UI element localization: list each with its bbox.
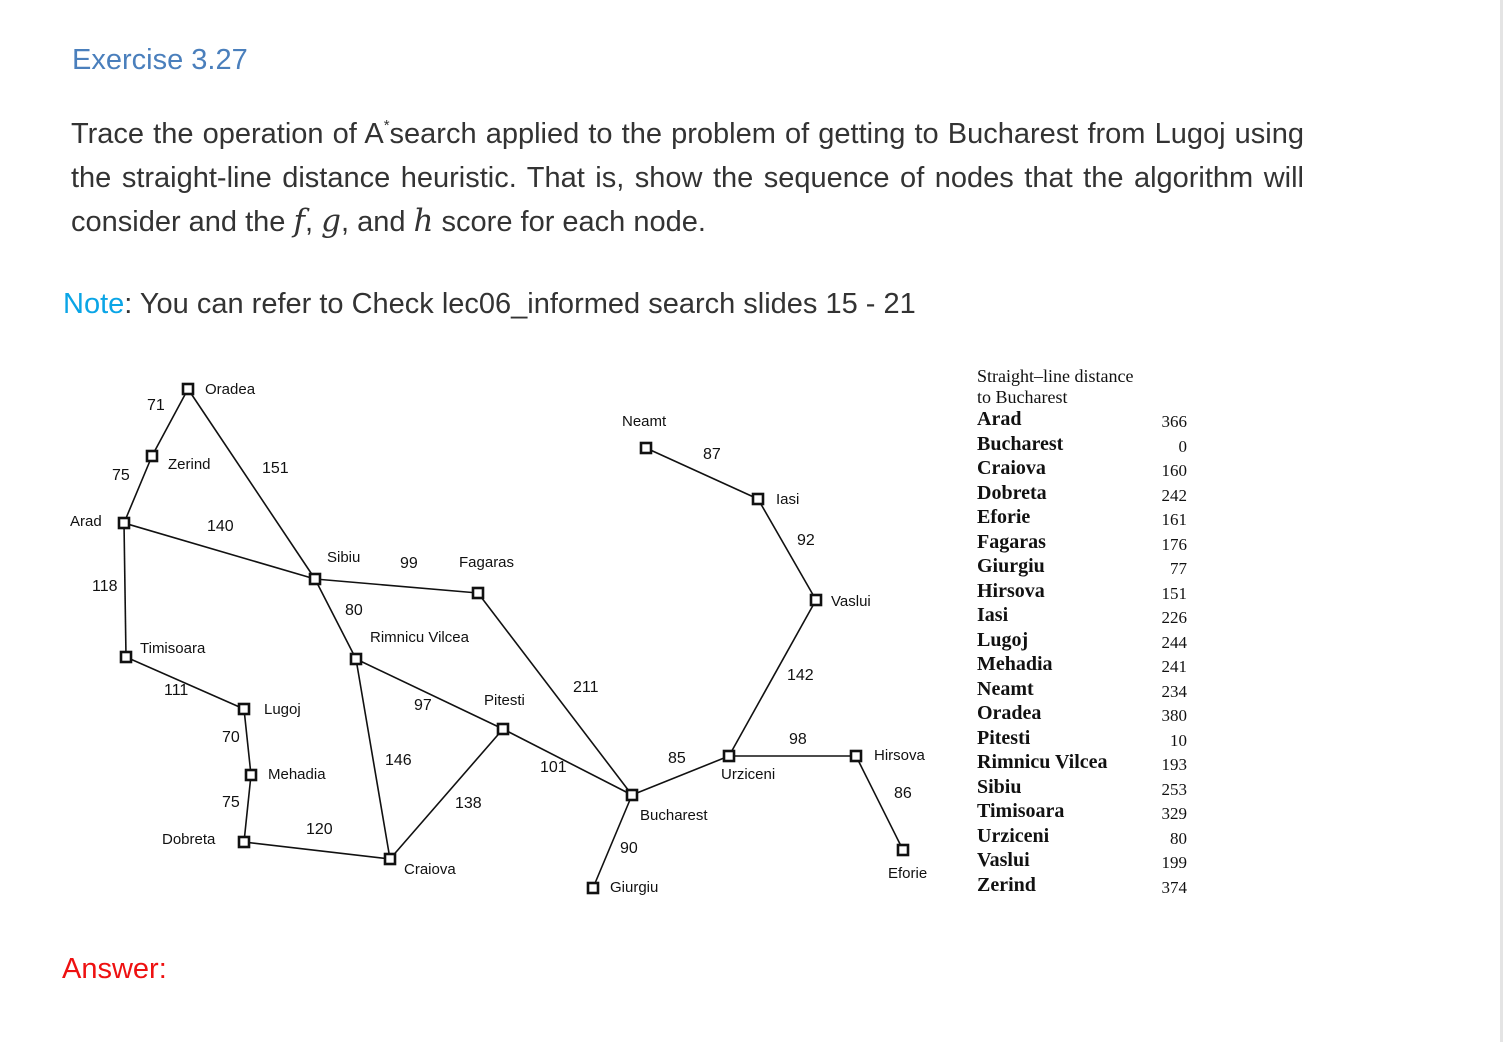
dist-urziceni-vaslui: 142 [787,667,814,684]
label-lugoj: Lugoj [264,701,301,718]
sld-row-pitesti [977,727,1187,751]
node-lugoj [239,704,249,714]
node-giurgiu [588,883,598,893]
dist-arad-timisoara: 118 [92,578,118,595]
sld-row-dobreta [977,482,1187,506]
dist-arad-sibiu: 140 [207,518,234,535]
dist-fagaras-bucharest: 211 [573,679,599,696]
dist-hirsova-eforie: 86 [894,785,912,802]
label-neamt: Neamt [622,413,667,430]
sld-row-lugoj [977,629,1187,653]
math-var-f: f [293,203,305,239]
problem-text-2: search applied to the problem of getting to Bucharest from Lugoj using the straight-line distance heuristic. That is, show the sequence of nodes that the algorithm will consider and the [71,118,1304,238]
label-arad: Arad [70,513,102,530]
sld-row-vaslui [977,849,1187,873]
label-craiova: Craiova [404,861,456,878]
road-dobreta-craiova [244,842,390,859]
sld-value: 374 [1161,877,1187,897]
sld-value: 242 [1161,485,1187,505]
road-pitesti-bucharest [503,729,632,795]
node-eforie [898,845,908,855]
a-star-superscript: * [383,117,390,134]
node-iasi [753,494,763,504]
dist-dobreta-craiova: 120 [306,821,333,838]
sld-city: Fagaras [977,530,1046,553]
sld-city: Hirsova [977,579,1045,602]
node-oradea [183,384,193,394]
dist-urziceni-hirsova: 98 [789,731,807,748]
sld-row-zerind [977,874,1187,898]
sld-value: 366 [1161,412,1187,431]
label-pitesti: Pitesti [484,692,525,709]
node-fagaras [473,588,483,598]
sld-value: 176 [1161,534,1187,554]
dist-oradea-zerind: 71 [147,397,165,414]
math-var-g: g [321,203,341,239]
sld-row-iasi [977,604,1187,628]
label-eforie: Eforie [888,865,928,882]
dist-sibiu-fagaras: 99 [400,555,418,572]
label-zerind: Zerind [168,456,211,473]
dist-lugoj-mehadia: 70 [222,729,240,746]
road-mehadia-dobreta [244,775,251,842]
sld-city: Timisoara [977,800,1065,822]
node-urziceni [724,751,734,761]
sld-heading-line-2: to Bucharest [977,387,1068,407]
node-craiova [385,854,395,864]
sld-city: Bucharest [977,432,1064,455]
sld-value: 241 [1161,657,1187,676]
label-timisoara: Timisoara [140,640,206,657]
sld-city: Giurgiu [977,555,1045,577]
node-hirsova [851,751,861,761]
sld-row-fagaras [977,531,1187,555]
sld-city: Sibiu [977,775,1022,798]
label-dobreta: Dobreta [162,831,216,848]
label-vaslui: Vaslui [831,593,871,610]
dist-rimnicu-pitesti: 97 [414,697,432,714]
label-iasi: Iasi [776,491,800,508]
sld-value: 151 [1161,583,1187,603]
sld-row-eforie [977,506,1187,530]
note-text: : You can refer to Check lec06_informed search slides 15 - 21 [124,288,916,320]
dist-pitesti-bucharest: 101 [540,759,567,776]
node-mehadia [246,770,256,780]
sld-row-timisoara [977,800,1187,824]
sld-heading-line-1: Straight–line distance [977,366,1134,386]
sld-city: Pitesti [977,726,1031,749]
dist-vaslui-iasi: 92 [797,532,815,549]
dist-iasi-neamt: 87 [703,446,721,463]
dist-bucharest-urziceni: 85 [668,750,686,767]
dist-craiova-pitesti: 138 [455,795,482,812]
sld-row-rimnicu-vilcea [977,751,1187,775]
label-fagaras: Fagaras [459,554,515,571]
road-sibiu-fagaras [315,579,478,593]
sld-city: Vaslui [977,849,1030,871]
sld-city: Rimnicu Vilcea [977,751,1108,773]
sld-value: 234 [1161,681,1187,701]
road-iasi-neamt [646,448,758,499]
dist-oradea-sibiu: 151 [262,460,289,477]
label-bucharest: Bucharest [640,807,708,824]
sld-value: 0 [1178,436,1187,456]
node-pitesti [498,724,508,734]
sld-row-oradea [977,702,1187,726]
sld-city: Mehadia [977,653,1053,675]
label-mehadia: Mehadia [268,766,326,783]
node-arad [119,518,129,528]
label-hirsova: Hirsova [874,747,925,764]
sld-row-mehadia [977,653,1187,677]
sld-row-urziceni [977,825,1187,849]
exercise-title: Exercise 3.27 [72,44,248,76]
map-roads [124,389,903,888]
sld-city: Eforie [977,506,1031,528]
sld-row-craiova [977,457,1187,481]
note-label: Note [63,288,125,320]
dist-sibiu-rimnicu: 80 [345,602,363,619]
node-sibiu [310,574,320,584]
sld-value: 193 [1161,755,1187,774]
map-distance-labels [92,397,912,857]
sld-row-hirsova [977,580,1187,604]
node-bucharest [627,790,637,800]
sld-row-bucharest [977,433,1187,457]
problem-text-1: Trace the operation of A [71,118,384,150]
map-city-labels [70,381,927,896]
sld-city: Dobreta [977,481,1047,504]
sld-value: 253 [1161,779,1187,799]
sld-value: 244 [1161,632,1187,652]
sld-value: 329 [1161,804,1187,823]
dist-bucharest-giurgiu: 90 [620,840,638,857]
straight-line-distance-table [977,366,1192,906]
label-sibiu: Sibiu [327,549,361,566]
dist-zerind-arad: 75 [112,467,130,484]
label-rimnicu-vilcea: Rimnicu Vilcea [370,629,469,646]
sld-row-sibiu [977,776,1187,800]
sld-value: 160 [1161,461,1187,480]
node-zerind [147,451,157,461]
sld-value: 199 [1161,853,1187,872]
problem-separator-2: , and [340,206,414,238]
problem-text-3: score for each node. [433,206,706,238]
dist-mehadia-dobreta: 75 [222,794,240,811]
road-sibiu-rimnicu [315,579,356,659]
road-hirsova-eforie [856,756,903,850]
label-oradea: Oradea [205,381,256,398]
label-giurgiu: Giurgiu [610,879,659,896]
sld-city: Urziceni [977,824,1050,847]
sld-city: Iasi [977,604,1009,626]
road-rimnicu-pitesti [356,659,503,729]
label-urziceni: Urziceni [721,766,776,783]
sld-city: Craiova [977,457,1046,479]
sld-row-giurgiu [977,555,1187,579]
sld-value: 161 [1161,510,1187,529]
node-vaslui [811,595,821,605]
problem-separator-1: , [304,206,322,238]
road-arad-timisoara [124,523,126,657]
sld-value: 80 [1170,828,1187,848]
sld-city: Oradea [977,702,1042,724]
sld-value: 10 [1170,730,1187,750]
sld-value: 226 [1161,608,1187,627]
sld-row-arad [977,408,1187,432]
road-vaslui-iasi [758,499,816,600]
road-craiova-pitesti [390,729,503,859]
sld-city: Lugoj [977,628,1029,651]
sld-value: 77 [1170,559,1187,578]
sld-city: Zerind [977,873,1036,896]
answer-label: Answer: [62,953,167,985]
node-neamt [641,443,651,453]
dist-rimnicu-craiova: 146 [385,752,412,769]
dist-timisoara-lugoj: 111 [164,682,189,699]
node-dobreta [239,837,249,847]
sld-city: Arad [977,408,1022,430]
node-timisoara [121,652,131,662]
sld-row-neamt [977,678,1187,702]
sld-heading [977,366,1192,408]
road-lugoj-mehadia [244,709,251,775]
road-oradea-sibiu [188,389,315,579]
sld-value: 380 [1161,706,1187,725]
page-right-border [1500,0,1503,1042]
math-var-h: h [413,203,434,239]
node-rimnicu-vilcea [351,654,361,664]
sld-city: Neamt [977,677,1034,700]
